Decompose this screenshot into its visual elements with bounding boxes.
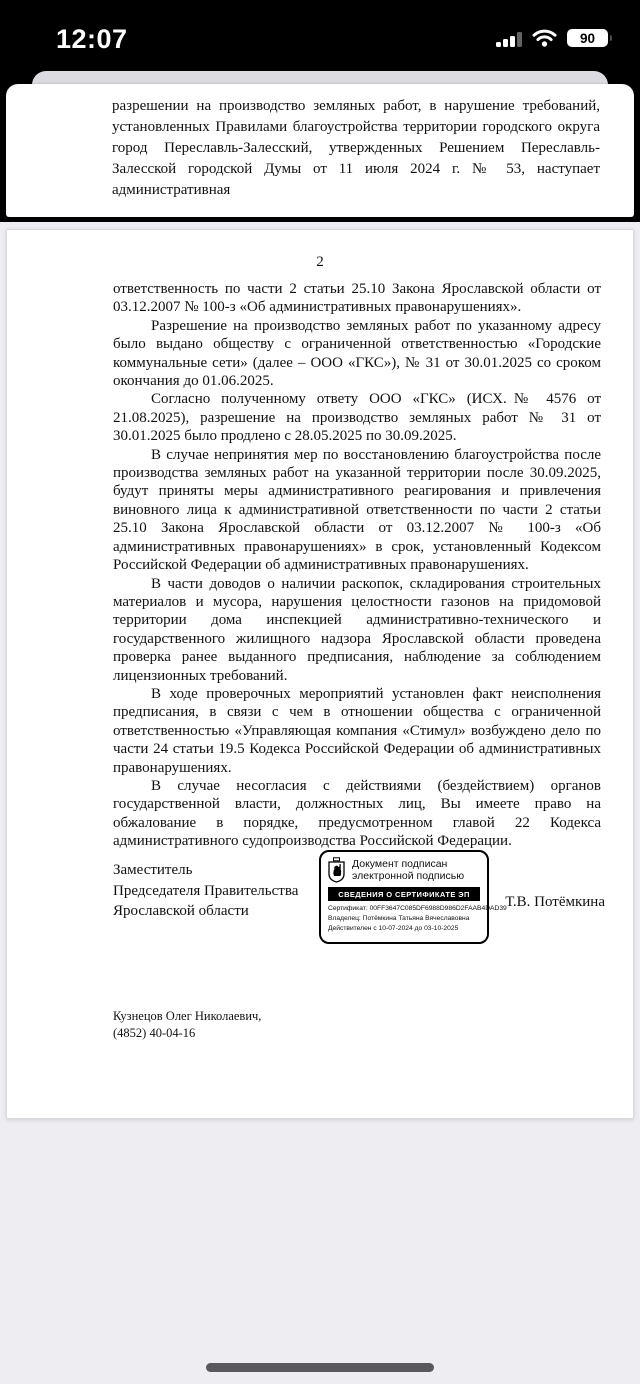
executor-contact [113,1008,261,1042]
signer-position-line: Председателя Правительства [113,882,299,899]
document-paragraph: В случае несогласия с действиями (бездействием) органов государственной власти, должностных лиц, Вы имеете право на обжалование в порядке, предусмотренном главой 22 Кодекса административного судопроизводства Российской Федерации. [113,777,601,850]
signer-position-line: Ярославской области [113,903,249,919]
status-icons [496,29,608,47]
contact-name: Кузнецов Олег Николаевич, [113,1009,262,1023]
clock-label: 12:07 [56,24,128,54]
stamp-title: Документ подписан электронной подписью [352,857,465,882]
document-page-1[interactable] [6,84,634,217]
signer-position [113,860,298,922]
page-number: 2 [316,254,324,270]
certificate-info-bar: СВЕДЕНИЯ О СЕРТИФИКАТЕ ЭП [328,887,480,901]
signer-name: Т.В. Потёмкина [505,894,605,910]
page1-text [112,96,600,201]
document-paragraph: ответственность по части 2 статьи 25.10 Закона Ярославской области от 03.12.2007 № 100-з «Об административных правонарушениях». [113,281,601,316]
signer-position-line: Заместитель [113,862,193,878]
document-paragraph: В ходе проверочных мероприятий установлен факт неисполнения предписания, в связи с чем в отношении общества с ограниченной ответственностью «Управляющая компания «Стимул» возбуждено дело по части 24 статьи 19.5 Кодекса Российской Федерации об административных правонарушениях. [113,685,601,776]
certificate-number: Сертификат: 00FF3647C085DF6988D986D2FAAB4DAD39 [328,904,507,912]
battery-percent: 90 [579,30,596,46]
document-paragraph: В части доводов о наличии раскопок, складирования строительных материалов и мусора, нарушения целостности газонов на придомовой территории дома инспекцией административно-технического и государственного жилищного надзора Ярославской области проведена проверка ранее выданного предписания, наблюдение за соблюдением лицензионных требований. [113,575,601,684]
battery-icon [567,29,608,47]
document-paragraph: разрешении на производство земляных работ, в нарушение требований, установленных Правилами благоустройства территории городского округа город Переславль-Залесский, утвержденных Решением Переславль-Залесской городской Думы от 11 июля 2024 г. № 53, наступает административная [112,98,600,198]
coat-of-arms-icon [328,857,345,883]
certificate-owner: Владелец: Потёмкина Татьяна Вячеславовна [328,914,470,922]
cellular-signal-icon [496,30,522,47]
certificate-validity: Действителен с 10-07-2024 до 03-10-2025 [328,925,459,933]
document-paragraph: Согласно полученному ответу ООО «ГКС» (ИСХ.№ 4576 от 21.08.2025), разрешение на производство земляных работ № 31 от 30.01.2025 было продлено с 28.05.2025 по 30.09.2025. [113,391,601,445]
status-bar [0,0,640,70]
document-paragraph: Разрешение на производство земляных работ по указанному адресу было выдано обществу с ограниченной ответственностью «Городские коммунальные сети» (далее – ООО «ГКС»), № 31 от 30.01.2025 со сроком окончания до 01.06.2025. [113,317,601,390]
home-indicator[interactable] [206,1363,434,1372]
document-paragraph: В случае непринятия мер по восстановлению благоустройства после производства земляных работ на указанной территории после 30.09.2025, будут приняты меры административного реагирования и привлечения виновного лица к административной ответственности по части 2 статьи 25.10 Закона Ярославской области от 03.12.2007 № 100-з «Об административных правонарушениях» в срок, установленный Кодексом Российской Федерации об административных правонарушениях. [113,446,601,574]
document-page-2[interactable] [6,229,634,1119]
page2-text [113,280,601,860]
wifi-icon [532,29,557,47]
contact-phone: (4852) 40-04-16 [113,1026,196,1040]
